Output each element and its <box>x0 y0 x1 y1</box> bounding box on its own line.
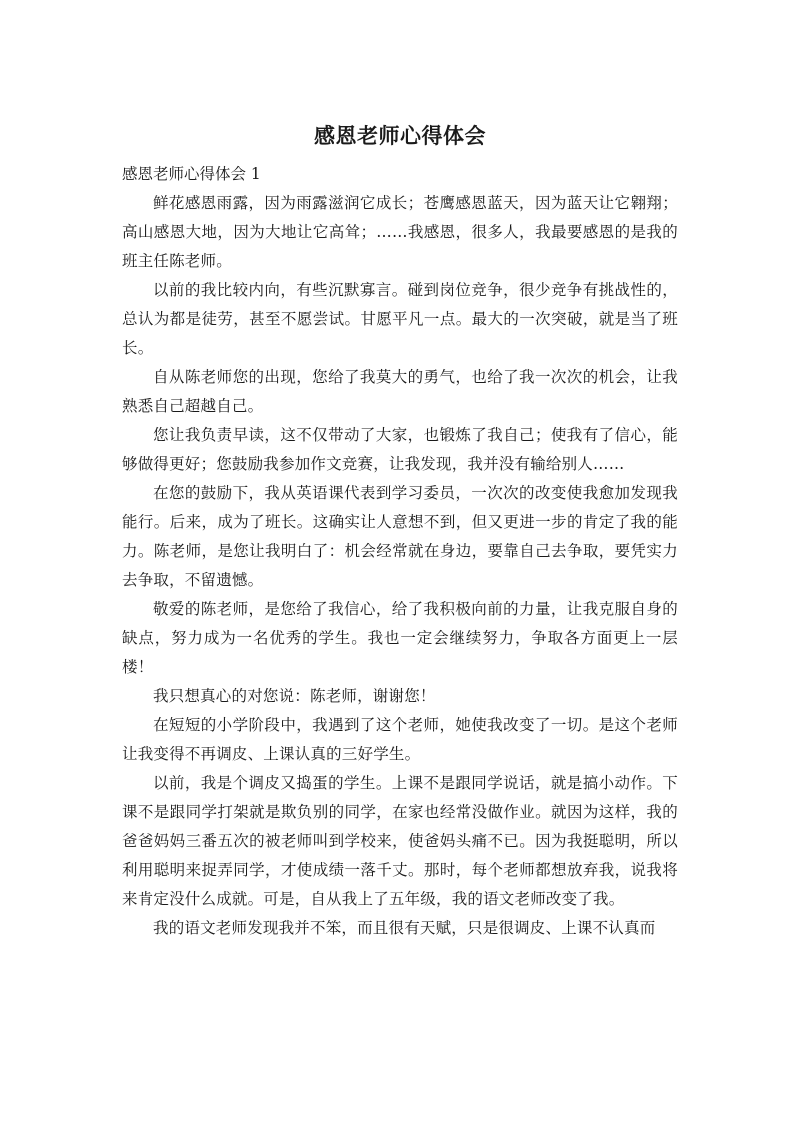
paragraph: 以前的我比较内向，有些沉默寡言。碰到岗位竞争，很少竞争有挑战性的，总认为都是徒劳，甚至不愿尝试。甘愿平凡一点。最大的一次突破，就是当了班长。 <box>122 281 678 357</box>
paragraph: 您让我负责早读，这不仅带动了大家，也锻炼了我自己；使我有了信心，能够做得更好；您鼓励我参加作文竞赛，让我发现，我并没有输给别人…… <box>122 426 678 473</box>
paragraph: 以前，我是个调皮又捣蛋的学生。上课不是跟同学说话，就是搞小动作。下课不是跟同学打架就是欺负别的同学，在家也经常没做作业。就因为这样，我的爸爸妈妈三番五次的被老师叫到学校来，使爸妈头痛不已。因为我挺聪明，所以利用聪明来捉弄同学，才使成绩一落千丈。那时，每个老师都想放弃我，说我将来肯定没什么成就。可是，自从我上了五年级，我的语文老师改变了我。 <box>122 774 678 908</box>
paragraph: 我的语文老师发现我并不笨，而且很有天赋，只是很调皮、上课不认真而 <box>153 919 656 937</box>
paragraph: 自从陈老师您的出现，您给了我莫大的勇气，也给了我一次次的机会，让我熟悉自己超越自己。 <box>122 368 678 415</box>
document-title: 感恩老师心得体会 <box>314 124 486 148</box>
paragraph: 在您的鼓励下，我从英语课代表到学习委员，一次次的改变使我愈加发现我能行。后来，成为了班长。这确实让人意想不到，但又更进一步的肯定了我的能力。陈老师，是您让我明白了：机会经常就在身边，要靠自己去争取，要凭实力去争取，不留遗憾。 <box>122 484 678 589</box>
paragraph: 在短短的小学阶段中，我遇到了这个老师，她使我改变了一切。是这个老师让我变得不再调皮、上课认真的三好学生。 <box>122 716 678 763</box>
section-heading: 感恩老师心得体会 1 <box>122 165 261 183</box>
paragraph: 我只想真心的对您说：陈老师，谢谢您！ <box>153 687 436 705</box>
paragraph: 敬爱的陈老师，是您给了我信心，给了我积极向前的力量，让我克服自身的缺点，努力成为一名优秀的学生。我也一定会继续努力，争取各方面更上一层楼！ <box>122 600 678 676</box>
document-body <box>122 160 678 943</box>
paragraph: 鲜花感恩雨露，因为雨露滋润它成长；苍鹰感恩蓝天，因为蓝天让它翱翔；高山感恩大地，因为大地让它高耸；……我感恩，很多人，我最要感恩的是我的班主任陈老师。 <box>122 194 678 270</box>
